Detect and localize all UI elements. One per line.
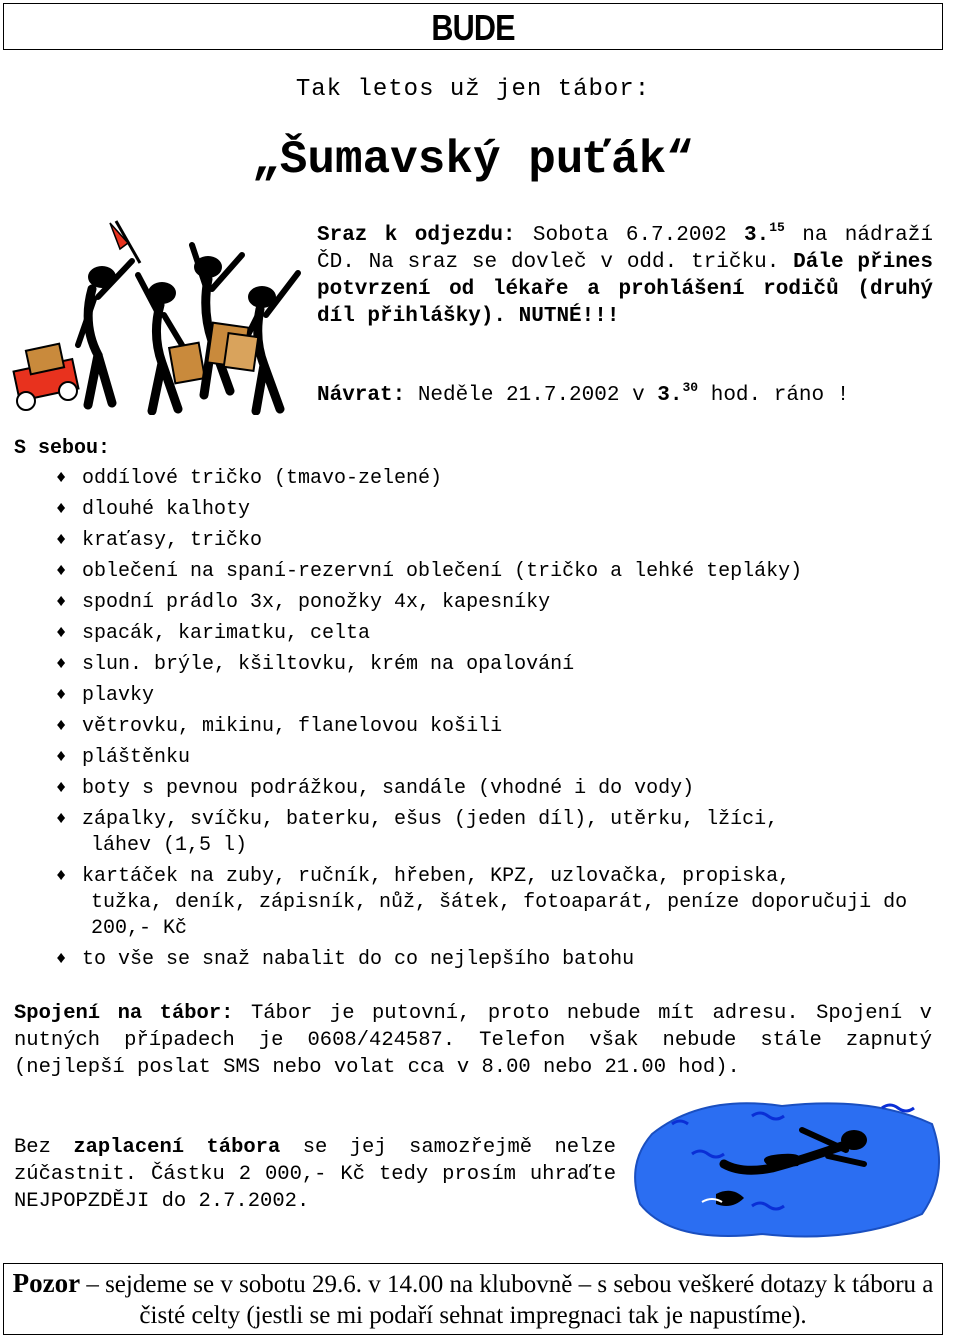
- contact-text: Tábor je putovní, proto nebude mít adresu. Spojení v nutných případech je 0608/424587. Telefon však nebude stále zapnutý (nejlepší poslat SMS nebo volat cca v 8.00 nebo 21.00 hod).: [14, 1002, 932, 1079]
- payment-prefix: Bez: [14, 1136, 51, 1159]
- packing-item: [56, 652, 936, 678]
- packing-item-text: oblečení na spaní-rezervní oblečení (tričko a lehké tepláky): [82, 560, 803, 583]
- packing-item: [56, 621, 936, 647]
- packing-item-continuation: láhev (1,5 l): [91, 834, 248, 857]
- diamond-bullet-icon: ♦: [56, 593, 67, 612]
- packing-item-text: zápalky, svíčku, baterku, ešus (jeden díl), utěrku, lžíci,: [82, 808, 779, 831]
- return-time-minutes: 30: [682, 380, 699, 395]
- packing-item: [56, 807, 936, 859]
- meeting-time-minutes: 15: [769, 220, 785, 235]
- diamond-bullet-icon: ♦: [56, 867, 67, 886]
- hikers-illustration: [12, 215, 312, 415]
- packing-item: [56, 683, 936, 709]
- packing-item: [56, 466, 936, 492]
- footer-text: – sejdeme se v sobotu 29.6. v 14.00 na klubovně – s sebou veškeré dotazy k táboru a čisté celty (jestli se mi podaří sehnat impregnaci tak je napustíme).: [86, 1271, 934, 1329]
- return-time-hour: 3.: [657, 384, 683, 407]
- diamond-bullet-icon: ♦: [56, 655, 67, 674]
- diamond-bullet-icon: ♦: [56, 624, 67, 643]
- diamond-bullet-icon: ♦: [56, 950, 67, 969]
- packing-item: [56, 864, 936, 942]
- packing-list: [56, 466, 936, 978]
- return-suffix: hod. ráno !: [710, 384, 850, 407]
- main-title: „Šumavský puťák“: [252, 134, 694, 186]
- meeting-requirements: Dále přines potvrzení od lékaře a prohlášení rodičů (druhý díl přihlášky). NUTNÉ!!!: [317, 251, 933, 328]
- return-label: Návrat:: [317, 384, 406, 407]
- packing-item: [56, 745, 936, 771]
- packing-item-text: to vše se snaž nabalit do co nejlepšího batohu: [82, 948, 635, 971]
- meeting-date: Sobota 6.7.2002: [532, 224, 727, 247]
- packing-item: [56, 947, 936, 973]
- packing-item-text: slun. brýle, kšiltovku, krém na opalování: [82, 653, 575, 676]
- diamond-bullet-icon: ♦: [56, 562, 67, 581]
- meeting-time-hour: 3.: [744, 224, 770, 247]
- diamond-bullet-icon: ♦: [56, 779, 67, 798]
- diamond-bullet-icon: ♦: [56, 500, 67, 519]
- header-title: BUDE: [431, 7, 515, 48]
- footer-notice: [3, 1263, 943, 1335]
- swimmer-illustration: [632, 1094, 947, 1246]
- packing-item-text: boty s pevnou podrážkou, sandále (vhodné i do vody): [82, 777, 695, 800]
- meeting-label: Sraz k odjezdu:: [317, 224, 516, 247]
- diamond-bullet-icon: ♦: [56, 810, 67, 829]
- diamond-bullet-icon: ♦: [56, 748, 67, 767]
- packing-item: [56, 590, 936, 616]
- packing-item-text: spodní prádlo 3x, ponožky 4x, kapesníky: [82, 591, 551, 614]
- contact-label: Spojení na tábor:: [14, 1002, 234, 1025]
- packing-item: [56, 776, 936, 802]
- payment-text: se jej samozřejmě nelze zúčastnit. Částku 2 000,- Kč tedy prosím uhraďte NEJPOPZDĚJI do 2.7.2002.: [14, 1136, 616, 1213]
- packing-item: [56, 528, 936, 554]
- packing-item-text: dlouhé kalhoty: [82, 498, 251, 521]
- payment-bold: zaplacení tábora: [73, 1136, 281, 1159]
- return-info: [317, 382, 849, 409]
- packing-item-text: větrovku, mikinu, flanelovou košili: [82, 715, 503, 738]
- packing-item-text: pláštěnku: [82, 746, 191, 769]
- packing-item: [56, 559, 936, 585]
- return-date: Neděle 21.7.2002 v: [417, 384, 645, 407]
- packing-item: [56, 714, 936, 740]
- packing-item: [56, 497, 936, 523]
- payment-info: [14, 1134, 616, 1215]
- meeting-info: [317, 222, 933, 330]
- intro-text: Tak letos už jen tábor:: [295, 76, 651, 103]
- packing-item-text: plavky: [82, 684, 155, 707]
- diamond-bullet-icon: ♦: [56, 686, 67, 705]
- meeting-text: na nádraží ČD. Na sraz se dovleč v odd. tričku.: [317, 224, 933, 274]
- header-box: [3, 3, 943, 50]
- packing-item-text: oddílové tričko (tmavo-zelené): [82, 467, 443, 490]
- diamond-bullet-icon: ♦: [56, 531, 67, 550]
- packing-item-continuation: tužka, deník, zápisník, nůž, šátek, fotoaparát, peníze doporučuji do 200,- Kč: [91, 891, 908, 940]
- packing-item-text: kraťasy, tričko: [82, 529, 263, 552]
- packing-item-text: kartáček na zuby, ručník, hřeben, KPZ, uzlovačka, propiska,: [82, 865, 791, 888]
- packing-label: S sebou:: [14, 437, 111, 460]
- diamond-bullet-icon: ♦: [56, 717, 67, 736]
- diamond-bullet-icon: ♦: [56, 469, 67, 488]
- contact-info: [14, 1000, 932, 1081]
- packing-item-text: spacák, karimatku, celta: [82, 622, 371, 645]
- footer-bold: Pozor: [12, 1268, 81, 1298]
